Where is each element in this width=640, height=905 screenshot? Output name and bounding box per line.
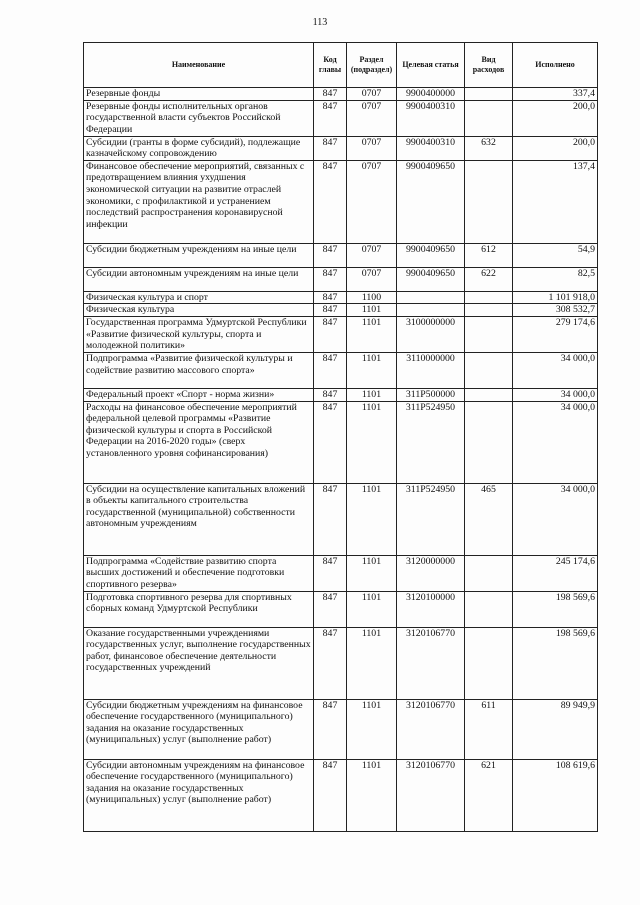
cell-expense-type xyxy=(465,591,513,627)
cell-section: 1101 xyxy=(347,483,397,555)
cell-chapter-code: 847 xyxy=(314,267,347,291)
table-row xyxy=(84,591,598,627)
cell-name: Резервные фонды исполнительных органов государственной власти субъектов Российской Федерации xyxy=(84,100,314,136)
cell-chapter-code: 847 xyxy=(314,160,347,243)
cell-name: Финансовое обеспечение мероприятий, связанных с предотвращением влияния ухудшения экономической ситуации на развитие отраслей экономики, с профилактикой и устранением последствий распространения коронавирусной инфекции xyxy=(84,160,314,243)
cell-name: Субсидии автономным учреждениям на финансовое обеспечение государственного (муниципального) задания на оказание государственных (муниципальных) услуг (выполнение работ) xyxy=(84,759,314,831)
cell-executed: 198 569,6 xyxy=(513,627,598,699)
cell-target-item xyxy=(397,291,465,304)
table-row xyxy=(84,699,598,759)
cell-name: Физическая культура и спорт xyxy=(84,291,314,304)
cell-executed: 200,0 xyxy=(513,136,598,160)
cell-target-item: 9900400310 xyxy=(397,136,465,160)
cell-section: 1101 xyxy=(347,627,397,699)
cell-expense-type xyxy=(465,160,513,243)
header-chapter-code: Код главы xyxy=(314,43,347,88)
cell-expense-type xyxy=(465,627,513,699)
header-expense-type: Вид расходов xyxy=(465,43,513,88)
cell-section: 1101 xyxy=(347,759,397,831)
cell-section: 1101 xyxy=(347,316,397,352)
cell-target-item: 9900400000 xyxy=(397,88,465,101)
cell-executed: 34 000,0 xyxy=(513,483,598,555)
cell-chapter-code: 847 xyxy=(314,88,347,101)
cell-chapter-code: 847 xyxy=(314,352,347,388)
cell-name: Субсидии на осуществление капитальных вложений в объекты капитального строительства государственной (муниципальной) собственности автономным учреждениям xyxy=(84,483,314,555)
cell-section: 0707 xyxy=(347,88,397,101)
cell-expense-type xyxy=(465,304,513,317)
table-row xyxy=(84,160,598,243)
cell-expense-type xyxy=(465,555,513,591)
cell-executed: 34 000,0 xyxy=(513,352,598,388)
cell-section: 1101 xyxy=(347,388,397,401)
cell-chapter-code: 847 xyxy=(314,316,347,352)
cell-section: 1101 xyxy=(347,304,397,317)
cell-name: Субсидии (гранты в форме субсидий), подлежащие казначейскому сопровождению xyxy=(84,136,314,160)
cell-target-item: 3120100000 xyxy=(397,591,465,627)
cell-expense-type: 612 xyxy=(465,243,513,267)
cell-executed: 198 569,6 xyxy=(513,591,598,627)
table-row xyxy=(84,352,598,388)
cell-chapter-code: 847 xyxy=(314,100,347,136)
page-number: 113 xyxy=(312,17,328,28)
cell-section: 1101 xyxy=(347,352,397,388)
cell-expense-type: 611 xyxy=(465,699,513,759)
cell-executed: 1 101 918,0 xyxy=(513,291,598,304)
cell-expense-type: 632 xyxy=(465,136,513,160)
cell-section: 0707 xyxy=(347,160,397,243)
cell-name: Федеральный проект «Спорт - норма жизни» xyxy=(84,388,314,401)
cell-name: Оказание государственными учреждениями государственных услуг, выполнение государственных работ, финансовое обеспечение деятельности государственных учреждений xyxy=(84,627,314,699)
header-section: Раздел (подраздел) xyxy=(347,43,397,88)
cell-expense-type xyxy=(465,316,513,352)
cell-expense-type xyxy=(465,352,513,388)
cell-target-item: 3100000000 xyxy=(397,316,465,352)
cell-name: Субсидии автономным учреждениям на иные цели xyxy=(84,267,314,291)
cell-target-item: 9900409650 xyxy=(397,267,465,291)
table-row xyxy=(84,401,598,483)
cell-section: 1101 xyxy=(347,591,397,627)
table-body xyxy=(84,88,598,832)
cell-name: Субсидии бюджетным учреждениям на иные цели xyxy=(84,243,314,267)
cell-chapter-code: 847 xyxy=(314,388,347,401)
table-row xyxy=(84,316,598,352)
cell-section: 0707 xyxy=(347,267,397,291)
cell-name: Подготовка спортивного резерва для спортивных сборных команд Удмуртской Республики xyxy=(84,591,314,627)
cell-section: 0707 xyxy=(347,136,397,160)
cell-chapter-code: 847 xyxy=(314,243,347,267)
cell-target-item: 3120106770 xyxy=(397,627,465,699)
table-row xyxy=(84,243,598,267)
cell-name: Подпрограмма «Содействие развитию спорта высших достижений и обеспечение подготовки спортивного резерва» xyxy=(84,555,314,591)
cell-chapter-code: 847 xyxy=(314,627,347,699)
cell-executed: 308 532,7 xyxy=(513,304,598,317)
cell-target-item: 9900400310 xyxy=(397,100,465,136)
table-row xyxy=(84,483,598,555)
cell-chapter-code: 847 xyxy=(314,304,347,317)
table-row xyxy=(84,291,598,304)
table-row xyxy=(84,388,598,401)
cell-section: 1101 xyxy=(347,401,397,483)
table-row xyxy=(84,304,598,317)
cell-expense-type xyxy=(465,388,513,401)
cell-section: 0707 xyxy=(347,243,397,267)
header-name: Наименование xyxy=(84,43,314,88)
cell-executed: 137,4 xyxy=(513,160,598,243)
cell-name: Субсидии бюджетным учреждениям на финансовое обеспечение государственного (муниципального) задания на оказание государственных (муниципальных) услуг (выполнение работ) xyxy=(84,699,314,759)
cell-chapter-code: 847 xyxy=(314,483,347,555)
cell-chapter-code: 847 xyxy=(314,401,347,483)
table-row xyxy=(84,555,598,591)
cell-name: Расходы на финансовое обеспечение мероприятий федеральной целевой программы «Развитие физической культуры и спорта в Российской Федерации на 2016-2020 годы» (сверх установленного уровня софинансирования) xyxy=(84,401,314,483)
cell-expense-type xyxy=(465,401,513,483)
cell-name: Резервные фонды xyxy=(84,88,314,101)
cell-name: Государственная программа Удмуртской Республики «Развитие физической культуры, спорта и молодежной политики» xyxy=(84,316,314,352)
table-row xyxy=(84,759,598,831)
cell-executed: 279 174,6 xyxy=(513,316,598,352)
cell-name: Физическая культура xyxy=(84,304,314,317)
cell-executed: 34 000,0 xyxy=(513,401,598,483)
cell-executed: 245 174,6 xyxy=(513,555,598,591)
cell-section: 0707 xyxy=(347,100,397,136)
cell-executed: 54,9 xyxy=(513,243,598,267)
table-row xyxy=(84,627,598,699)
cell-target-item: 311P524950 xyxy=(397,483,465,555)
cell-target-item xyxy=(397,304,465,317)
cell-target-item: 3120000000 xyxy=(397,555,465,591)
cell-section: 1101 xyxy=(347,555,397,591)
cell-executed: 108 619,6 xyxy=(513,759,598,831)
table-row xyxy=(84,267,598,291)
cell-executed: 34 000,0 xyxy=(513,388,598,401)
table-row xyxy=(84,100,598,136)
cell-executed: 337,4 xyxy=(513,88,598,101)
cell-name: Подпрограмма «Развитие физической культуры и содействие развитию массового спорта» xyxy=(84,352,314,388)
cell-target-item: 3110000000 xyxy=(397,352,465,388)
cell-executed: 82,5 xyxy=(513,267,598,291)
table-header-row xyxy=(84,43,598,88)
header-target-item: Целевая статья xyxy=(397,43,465,88)
cell-chapter-code: 847 xyxy=(314,136,347,160)
cell-executed: 89 949,9 xyxy=(513,699,598,759)
cell-target-item: 3120106770 xyxy=(397,759,465,831)
table-header xyxy=(84,43,598,88)
cell-expense-type xyxy=(465,88,513,101)
cell-chapter-code: 847 xyxy=(314,759,347,831)
cell-section: 1100 xyxy=(347,291,397,304)
cell-expense-type: 465 xyxy=(465,483,513,555)
cell-target-item: 9900409650 xyxy=(397,160,465,243)
cell-expense-type: 622 xyxy=(465,267,513,291)
table-row xyxy=(84,136,598,160)
cell-executed: 200,0 xyxy=(513,100,598,136)
cell-section: 1101 xyxy=(347,699,397,759)
budget-table xyxy=(83,42,598,832)
cell-target-item: 9900409650 xyxy=(397,243,465,267)
cell-target-item: 311P500000 xyxy=(397,388,465,401)
cell-target-item: 3120106770 xyxy=(397,699,465,759)
table-row xyxy=(84,88,598,101)
cell-expense-type: 621 xyxy=(465,759,513,831)
header-executed: Исполнено xyxy=(513,43,598,88)
cell-expense-type xyxy=(465,291,513,304)
cell-chapter-code: 847 xyxy=(314,591,347,627)
cell-chapter-code: 847 xyxy=(314,291,347,304)
cell-target-item: 311P524950 xyxy=(397,401,465,483)
cell-expense-type xyxy=(465,100,513,136)
cell-chapter-code: 847 xyxy=(314,555,347,591)
cell-chapter-code: 847 xyxy=(314,699,347,759)
